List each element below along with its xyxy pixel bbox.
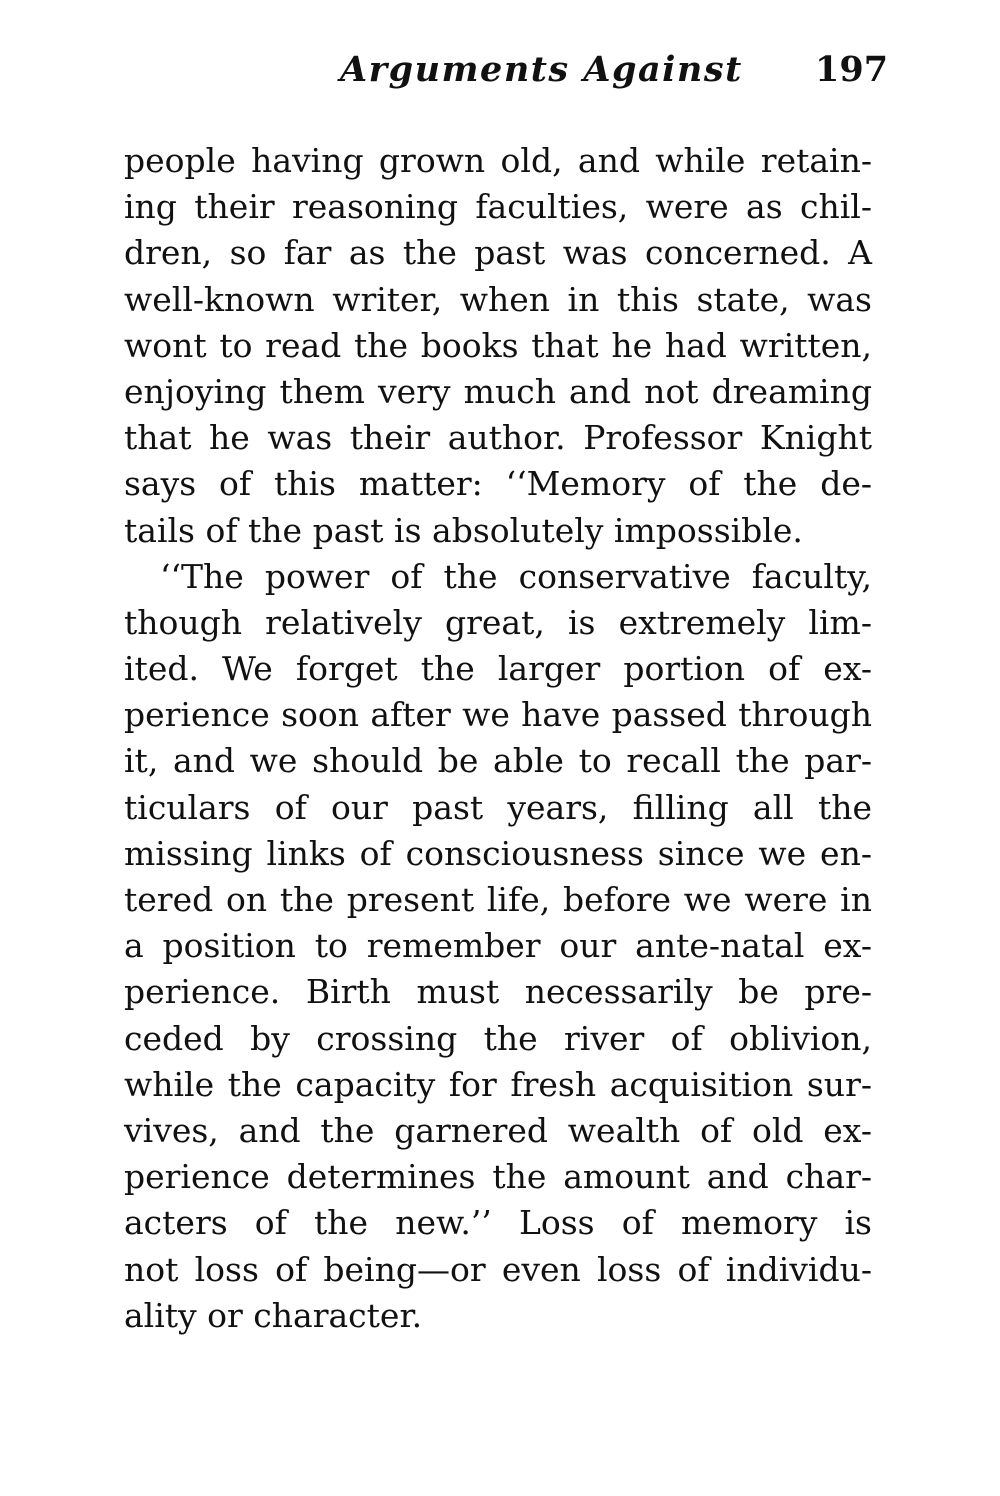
running-head	[0, 42, 1000, 102]
text-line: while the capacity for fresh acquisition sur-	[124, 1064, 872, 1104]
text-line: vives, and the garnered wealth of old ex-	[124, 1110, 872, 1150]
text-line: tered on the present life, before we were in	[124, 880, 872, 919]
text-line: ited. We forget the larger portion of ex-	[124, 649, 872, 689]
text-line: ceded by crossing the river of oblivion,	[124, 1018, 872, 1058]
text-line: enjoying them very much and not dreaming	[124, 371, 872, 411]
text-line: well-known writer, when in this state, was	[124, 279, 872, 319]
text-line: missing links of consciousness since we en-	[124, 833, 872, 873]
text-line: wont to read the books that he had written,	[124, 325, 872, 365]
text-line: acters of the new.’’ Loss of memory is	[124, 1203, 872, 1243]
text-line: ticulars of our past years, filling all the	[124, 787, 872, 827]
text-line: perience. Birth must necessarily be pre-	[124, 972, 872, 1012]
body-text	[124, 138, 872, 1339]
text-line: ing their reasoning faculties, were as chil-	[124, 187, 872, 227]
text-line: tails of the past is absolutely impossible.	[124, 510, 803, 550]
text-line: ality or character.	[124, 1295, 423, 1335]
text-line: not loss of being—or even loss of individu-	[124, 1249, 872, 1289]
running-title: Arguments Against	[340, 49, 743, 90]
text-line: though relatively great, is extremely lim-	[124, 602, 872, 642]
page-number: 197	[815, 49, 889, 90]
text-line: perience soon after we have passed through	[124, 695, 872, 735]
text-line: perience determines the amount and char-	[124, 1157, 872, 1197]
text-line: a position to remember our ante-natal ex-	[124, 926, 872, 966]
text-line: people having grown old, and while retain-	[124, 141, 872, 180]
text-line: ‘‘The power of the conservative faculty,	[160, 556, 872, 596]
text-line: that he was their author. Professor Knight	[124, 418, 872, 458]
text-line: dren, so far as the past was concerned. A	[124, 233, 872, 273]
text-line: says of this matter: ‘‘Memory of the de-	[124, 464, 872, 504]
text-line: it, and we should be able to recall the par-	[124, 741, 872, 781]
